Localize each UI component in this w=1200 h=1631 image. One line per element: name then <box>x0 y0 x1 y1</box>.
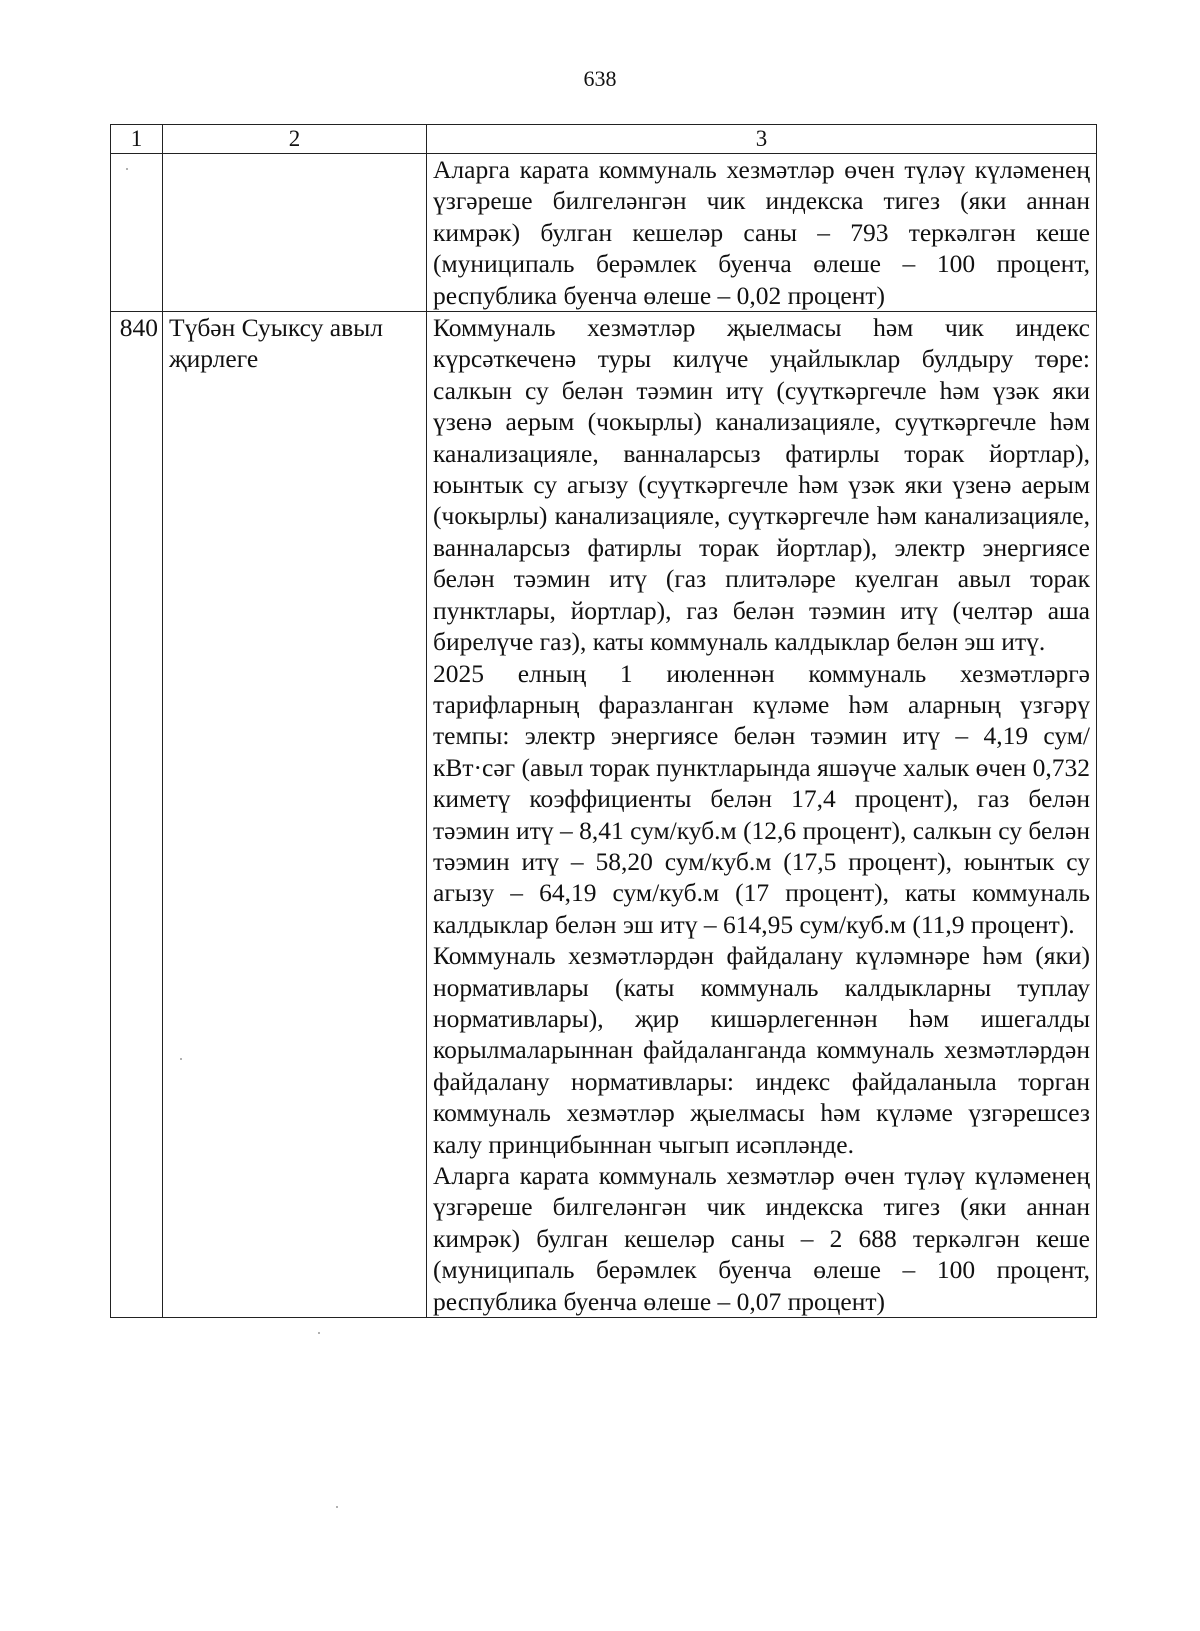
description-cell <box>427 312 1097 1318</box>
table-header-row <box>111 125 1097 154</box>
paragraph-norms: Коммуналь хезмәтләрдән файдалану күләмнәре һәм (яки) нормативлары (каты коммуналь калдыкларны туплау нормативлары), җир кишәрлегеннән һәм ишегалды корылмаларыннан файдаланганда коммуналь хезмәтләрдән файдалану нормативлары: индекс файдаланыла торган коммуналь хезмәтләр җыелмасы һәм күләме үзгәрешсез калу принцибыннан чыгып исәпләнде. <box>433 941 1090 1159</box>
scan-speck <box>318 1332 320 1334</box>
table-row <box>111 154 1097 312</box>
row-number-cell: 840 <box>111 312 163 1318</box>
table-row <box>111 312 1097 1318</box>
paragraph-residents-count: Аларга карата коммуналь хезмәтләр өчен түләү күләменең үзгәреше билгеләнгән чик индекска тигез (яки аннан кимрәк) булган кешеләр саны – 2 688 теркәлгән кеше (муниципаль берәмлек буенча өлеше – 100 процент, республика буенча өлеше – 0,07 процент) <box>433 1161 1090 1316</box>
settlement-name-cell <box>163 154 427 312</box>
scan-speck <box>336 1506 338 1508</box>
description-cell <box>427 154 1097 312</box>
scan-speck <box>180 1058 182 1060</box>
column-header-3: 3 <box>427 125 1097 154</box>
page-number: 638 <box>583 66 617 91</box>
paragraph-tariffs: 2025 елның 1 июленнән коммуналь хезмәтләргә тарифларның фаразланган күләме һәм аларның үзгәрү темпы: электр энергиясе белән тәэмин итү – 4,19 сум/кВт·сәг (авыл торак пунктларында яшәүче халык өчен 0,732 киметү коэффициенты белән 17,4 процент), газ белән тәэмин итү – 8,41 сум/куб.м (12,6 процент), салкын су белән тәэмин итү – 58,20 сум/куб.м (17,5 процент), юынтык су агызу – 64,19 сум/куб.м (17 процент), каты коммуналь калдыклар белән эш итү – 614,95 сум/куб.м (11,9 процент). <box>433 658 1090 939</box>
paragraph-residents-count: Аларга карата коммуналь хезмәтләр өчен түләү күләменең үзгәреше билгеләнгән чик индекска тигез (яки аннан кимрәк) булган кешеләр саны – 793 теркәлгән кеше (муниципаль берәмлек буенча өлеше – 100 процент, республика буенча өлеше – 0,02 процент) <box>433 155 1090 310</box>
row-number-cell <box>111 154 163 312</box>
paragraph-amenities: Коммуналь хезмәтләр җыелмасы һәм чик индекс күрсәткеченә туры килүче уңайлыклар булдыру төре: салкын су белән тәэмин итү (суүткәргечле һәм үзәк яки үзенә аерым (чокырлы) канализацияле, суүткәргечле һәм канализацияле, ванналарсыз фатирлы торак йортлар), юынтык су агызу (суүткәргечле һәм үзәк яки үзенә аерым (чокырлы) канализацияле, суүткәргечле һәм канализацияле, ванналарсыз фатирлы торак йортлар), электр энергиясе белән тәэмин итү (газ плитәләре куелган авыл торак пунктлары, йортлар), газ белән тәэмин итү (челтәр аша бирелүче газ), каты коммуналь калдыклар белән эш итү. <box>433 313 1090 657</box>
column-header-1: 1 <box>111 125 163 154</box>
document-table <box>110 124 1097 1318</box>
settlement-name-cell: Түбән Суыксу авыл җирлеге <box>163 312 427 1318</box>
scan-speck <box>126 168 128 170</box>
column-header-2: 2 <box>163 125 427 154</box>
